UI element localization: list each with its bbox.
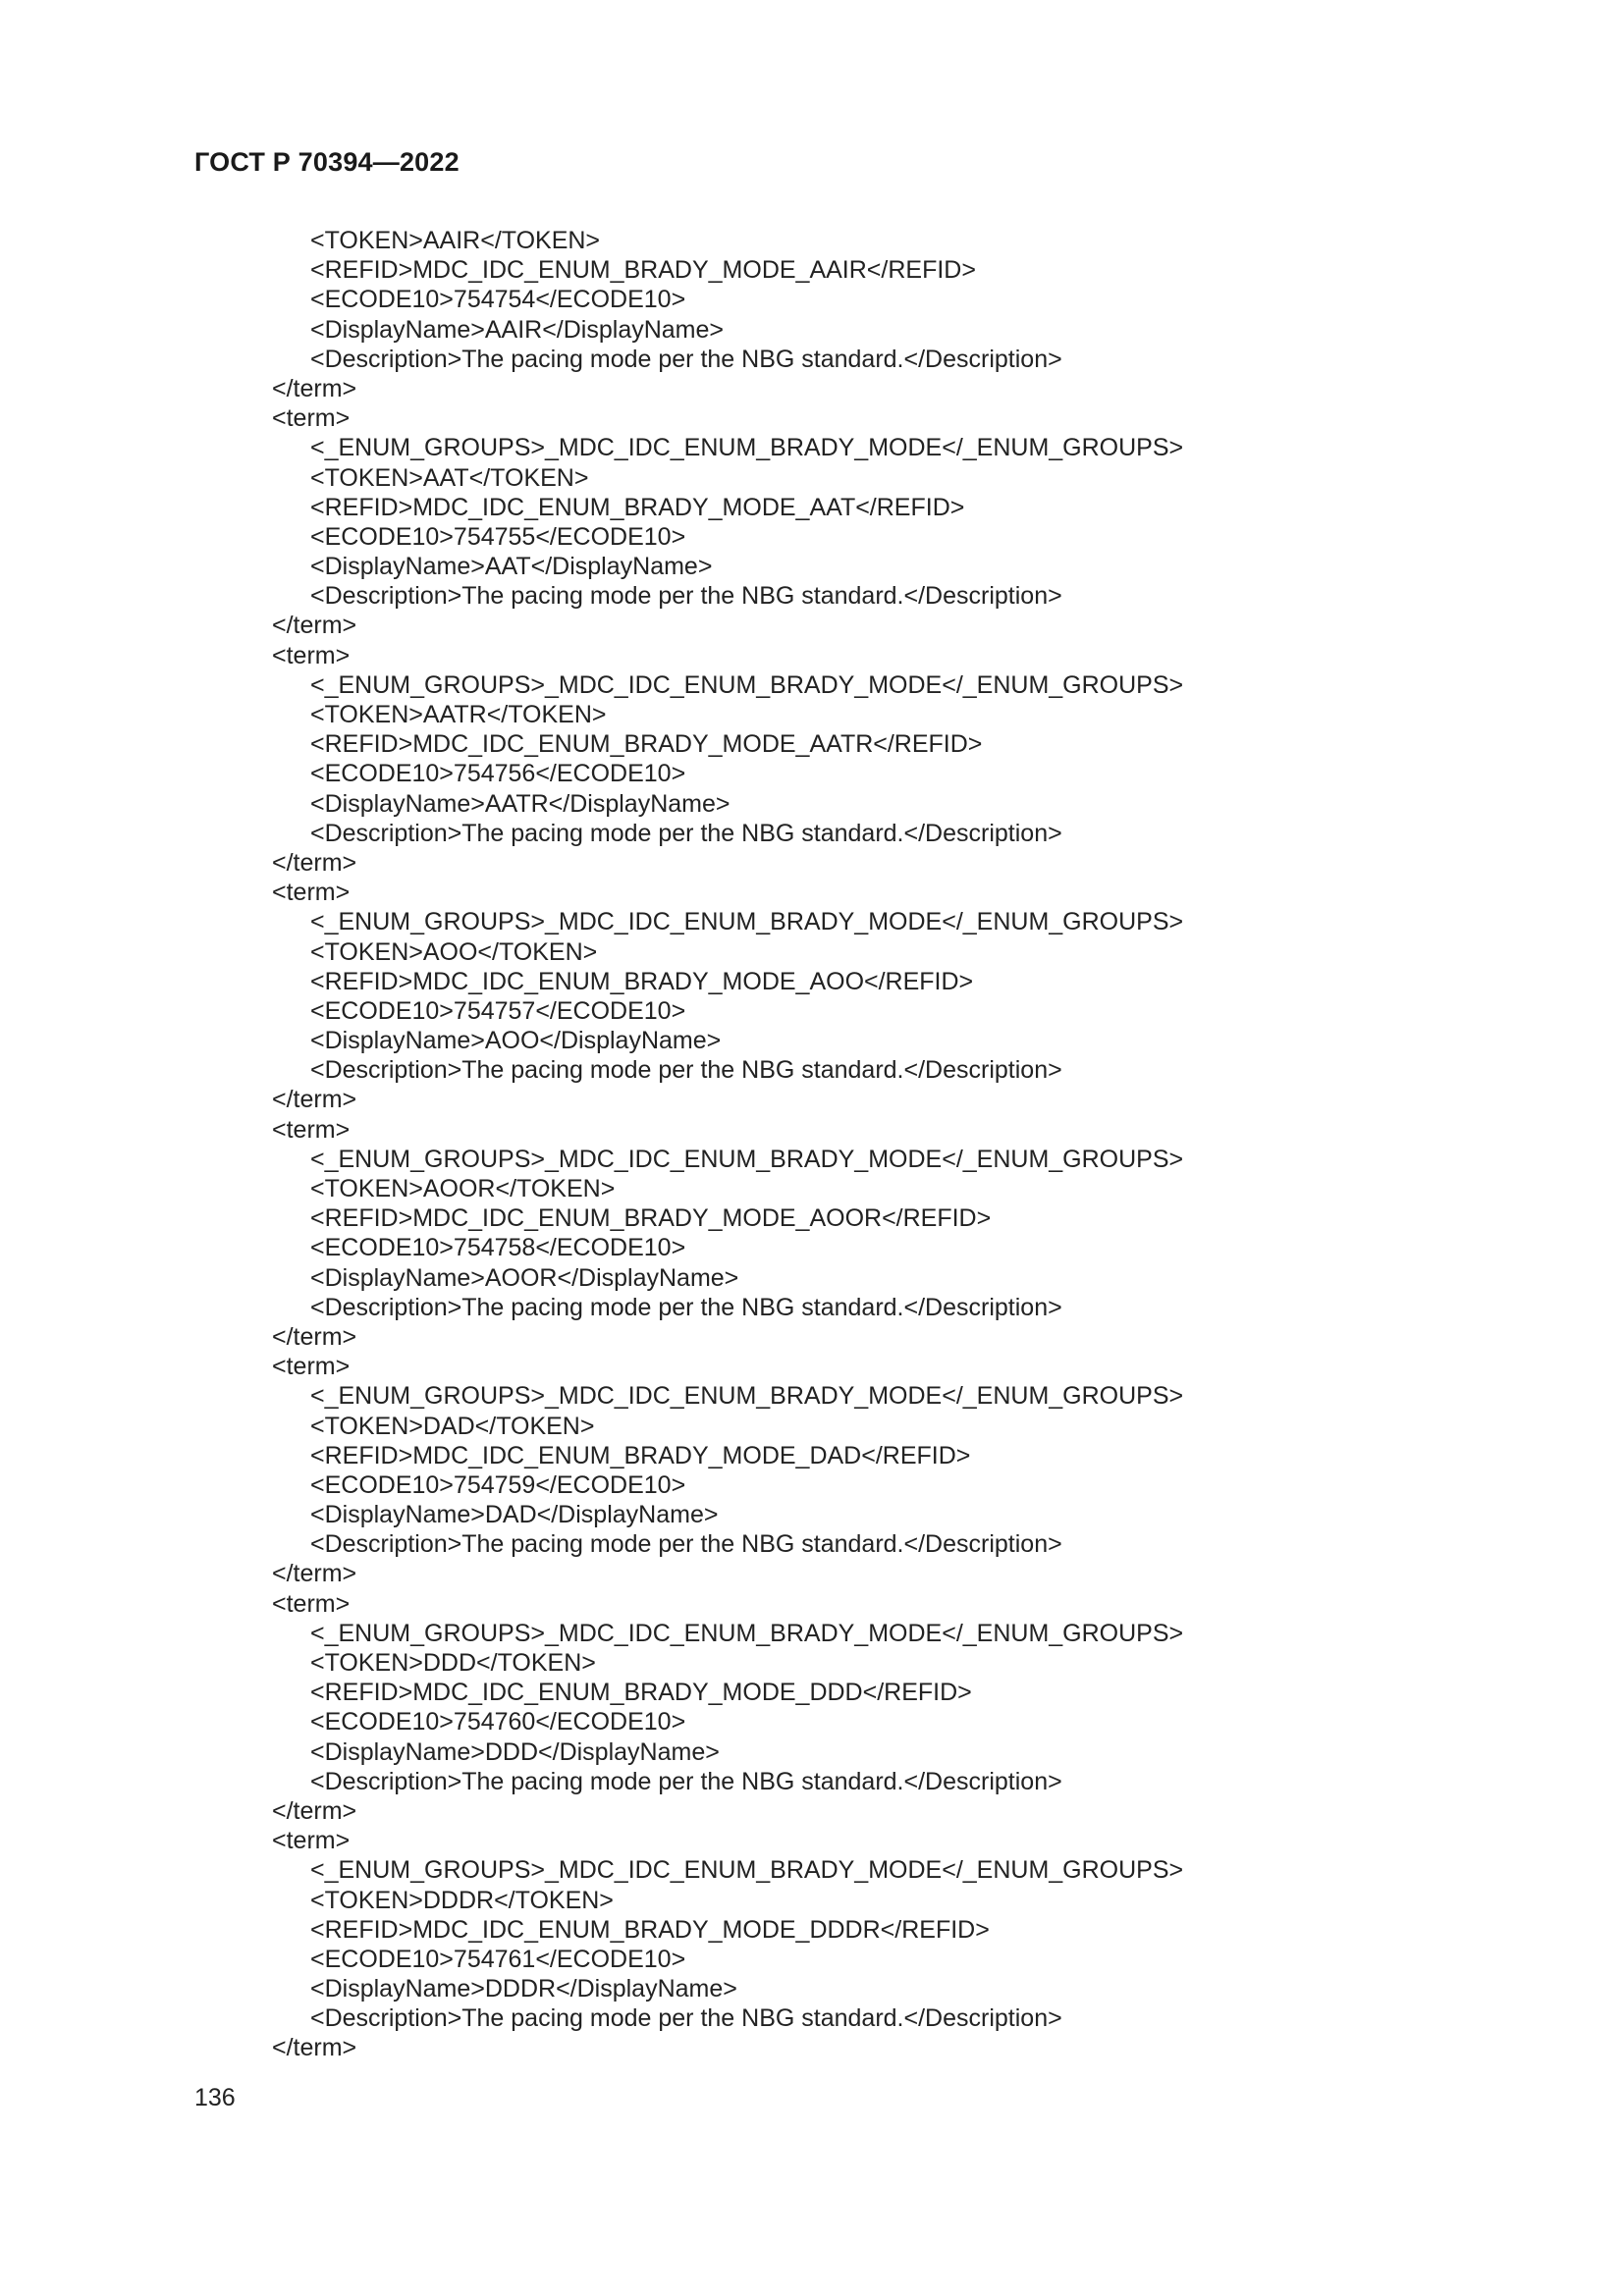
xml-code-block xyxy=(0,226,1624,2063)
page-header-standard-code: ГОСТ Р 70394—2022 xyxy=(194,147,460,177)
code-line: <Description>The pacing mode per the NBG standard.</Description> xyxy=(310,2004,1062,2033)
code-line: <TOKEN>AAT</TOKEN> xyxy=(310,463,589,492)
code-line: <term> xyxy=(272,1589,351,1618)
code-line: </term> xyxy=(272,612,357,640)
code-line: <Description>The pacing mode per the NBG standard.</Description> xyxy=(310,1293,1062,1321)
code-line: <TOKEN>DDD</TOKEN> xyxy=(310,1649,596,1677)
code-line: <TOKEN>AAIR</TOKEN> xyxy=(310,227,601,254)
code-line: <term> xyxy=(272,879,351,907)
code-line: <DisplayName>DAD</DisplayName> xyxy=(310,1501,719,1529)
code-line: <_ENUM_GROUPS>_MDC_IDC_ENUM_BRADY_MODE</_ENUM_GROUPS> xyxy=(310,1382,1184,1411)
code-line: <REFID>MDC_IDC_ENUM_BRADY_MODE_AATR</REFID> xyxy=(310,730,983,759)
code-line: </term> xyxy=(272,848,357,877)
code-line: <_ENUM_GROUPS>_MDC_IDC_ENUM_BRADY_MODE</_ENUM_GROUPS> xyxy=(310,1619,1184,1647)
code-line: <term> xyxy=(272,1115,351,1144)
code-line: <REFID>MDC_IDC_ENUM_BRADY_MODE_DDDR</REFID> xyxy=(310,1915,990,1944)
code-line: <DisplayName>AAT</DisplayName> xyxy=(310,553,713,581)
code-line: <Description>The pacing mode per the NBG standard.</Description> xyxy=(310,345,1062,373)
code-line: <term> xyxy=(272,1827,351,1855)
code-line: <REFID>MDC_IDC_ENUM_BRADY_MODE_AAIR</REFID> xyxy=(310,256,976,285)
code-line: <DisplayName>AATR</DisplayName> xyxy=(310,789,731,818)
code-line: </term> xyxy=(272,2034,357,2062)
code-line: <TOKEN>AOO</TOKEN> xyxy=(310,937,598,966)
code-line: <REFID>MDC_IDC_ENUM_BRADY_MODE_DDD</REFID> xyxy=(310,1679,972,1707)
code-line: </term> xyxy=(272,1560,357,1588)
code-line: <Description>The pacing mode per the NBG standard.</Description> xyxy=(310,1767,1062,1795)
code-line: <Description>The pacing mode per the NBG standard.</Description> xyxy=(310,819,1062,847)
code-line: <term> xyxy=(272,404,351,433)
code-line: </term> xyxy=(272,1086,357,1114)
code-line: <_ENUM_GROUPS>_MDC_IDC_ENUM_BRADY_MODE</_ENUM_GROUPS> xyxy=(310,434,1184,462)
code-line: <ECODE10>754760</ECODE10> xyxy=(310,1708,686,1736)
code-line: <_ENUM_GROUPS>_MDC_IDC_ENUM_BRADY_MODE</_ENUM_GROUPS> xyxy=(310,1145,1184,1173)
code-line: <ECODE10>754757</ECODE10> xyxy=(310,996,686,1025)
code-line: <_ENUM_GROUPS>_MDC_IDC_ENUM_BRADY_MODE</_ENUM_GROUPS> xyxy=(310,1856,1184,1885)
code-line: </term> xyxy=(272,1796,357,1825)
code-line: <REFID>MDC_IDC_ENUM_BRADY_MODE_AAT</REFID> xyxy=(310,493,965,521)
code-line: <ECODE10>754755</ECODE10> xyxy=(310,522,686,551)
code-line: <TOKEN>DAD</TOKEN> xyxy=(310,1412,595,1440)
code-line: <ECODE10>754758</ECODE10> xyxy=(310,1234,686,1262)
code-line: <TOKEN>AATR</TOKEN> xyxy=(310,701,607,728)
code-line: </term> xyxy=(272,374,357,402)
code-line: </term> xyxy=(272,1322,357,1351)
code-line: <ECODE10>754761</ECODE10> xyxy=(310,1945,686,1973)
code-line: <REFID>MDC_IDC_ENUM_BRADY_MODE_AOOR</REFID> xyxy=(310,1204,992,1233)
code-line: <term> xyxy=(272,641,351,669)
code-line: <DisplayName>AOO</DisplayName> xyxy=(310,1027,722,1055)
code-line: <Description>The pacing mode per the NBG standard.</Description> xyxy=(310,1530,1062,1559)
code-line: <ECODE10>754754</ECODE10> xyxy=(310,286,686,314)
code-line: <_ENUM_GROUPS>_MDC_IDC_ENUM_BRADY_MODE</_ENUM_GROUPS> xyxy=(310,670,1184,699)
code-line: <term> xyxy=(272,1353,351,1381)
code-line: <DisplayName>AOOR</DisplayName> xyxy=(310,1263,739,1292)
code-line: <REFID>MDC_IDC_ENUM_BRADY_MODE_DAD</REFID> xyxy=(310,1441,971,1469)
code-line: <REFID>MDC_IDC_ENUM_BRADY_MODE_AOO</REFID> xyxy=(310,967,974,995)
code-line: <DisplayName>DDDR</DisplayName> xyxy=(310,1975,737,2003)
code-line: <TOKEN>DDDR</TOKEN> xyxy=(310,1886,614,1914)
code-line: <DisplayName>AAIR</DisplayName> xyxy=(310,315,725,344)
code-line: <_ENUM_GROUPS>_MDC_IDC_ENUM_BRADY_MODE</_ENUM_GROUPS> xyxy=(310,908,1184,936)
page-number: 136 xyxy=(194,2084,236,2111)
code-line: <ECODE10>754756</ECODE10> xyxy=(310,760,686,788)
code-line: <Description>The pacing mode per the NBG standard.</Description> xyxy=(310,582,1062,611)
code-line: <DisplayName>DDD</DisplayName> xyxy=(310,1737,720,1766)
code-line: <TOKEN>AOOR</TOKEN> xyxy=(310,1175,616,1202)
code-line: <Description>The pacing mode per the NBG standard.</Description> xyxy=(310,1056,1062,1085)
code-line: <ECODE10>754759</ECODE10> xyxy=(310,1470,686,1499)
